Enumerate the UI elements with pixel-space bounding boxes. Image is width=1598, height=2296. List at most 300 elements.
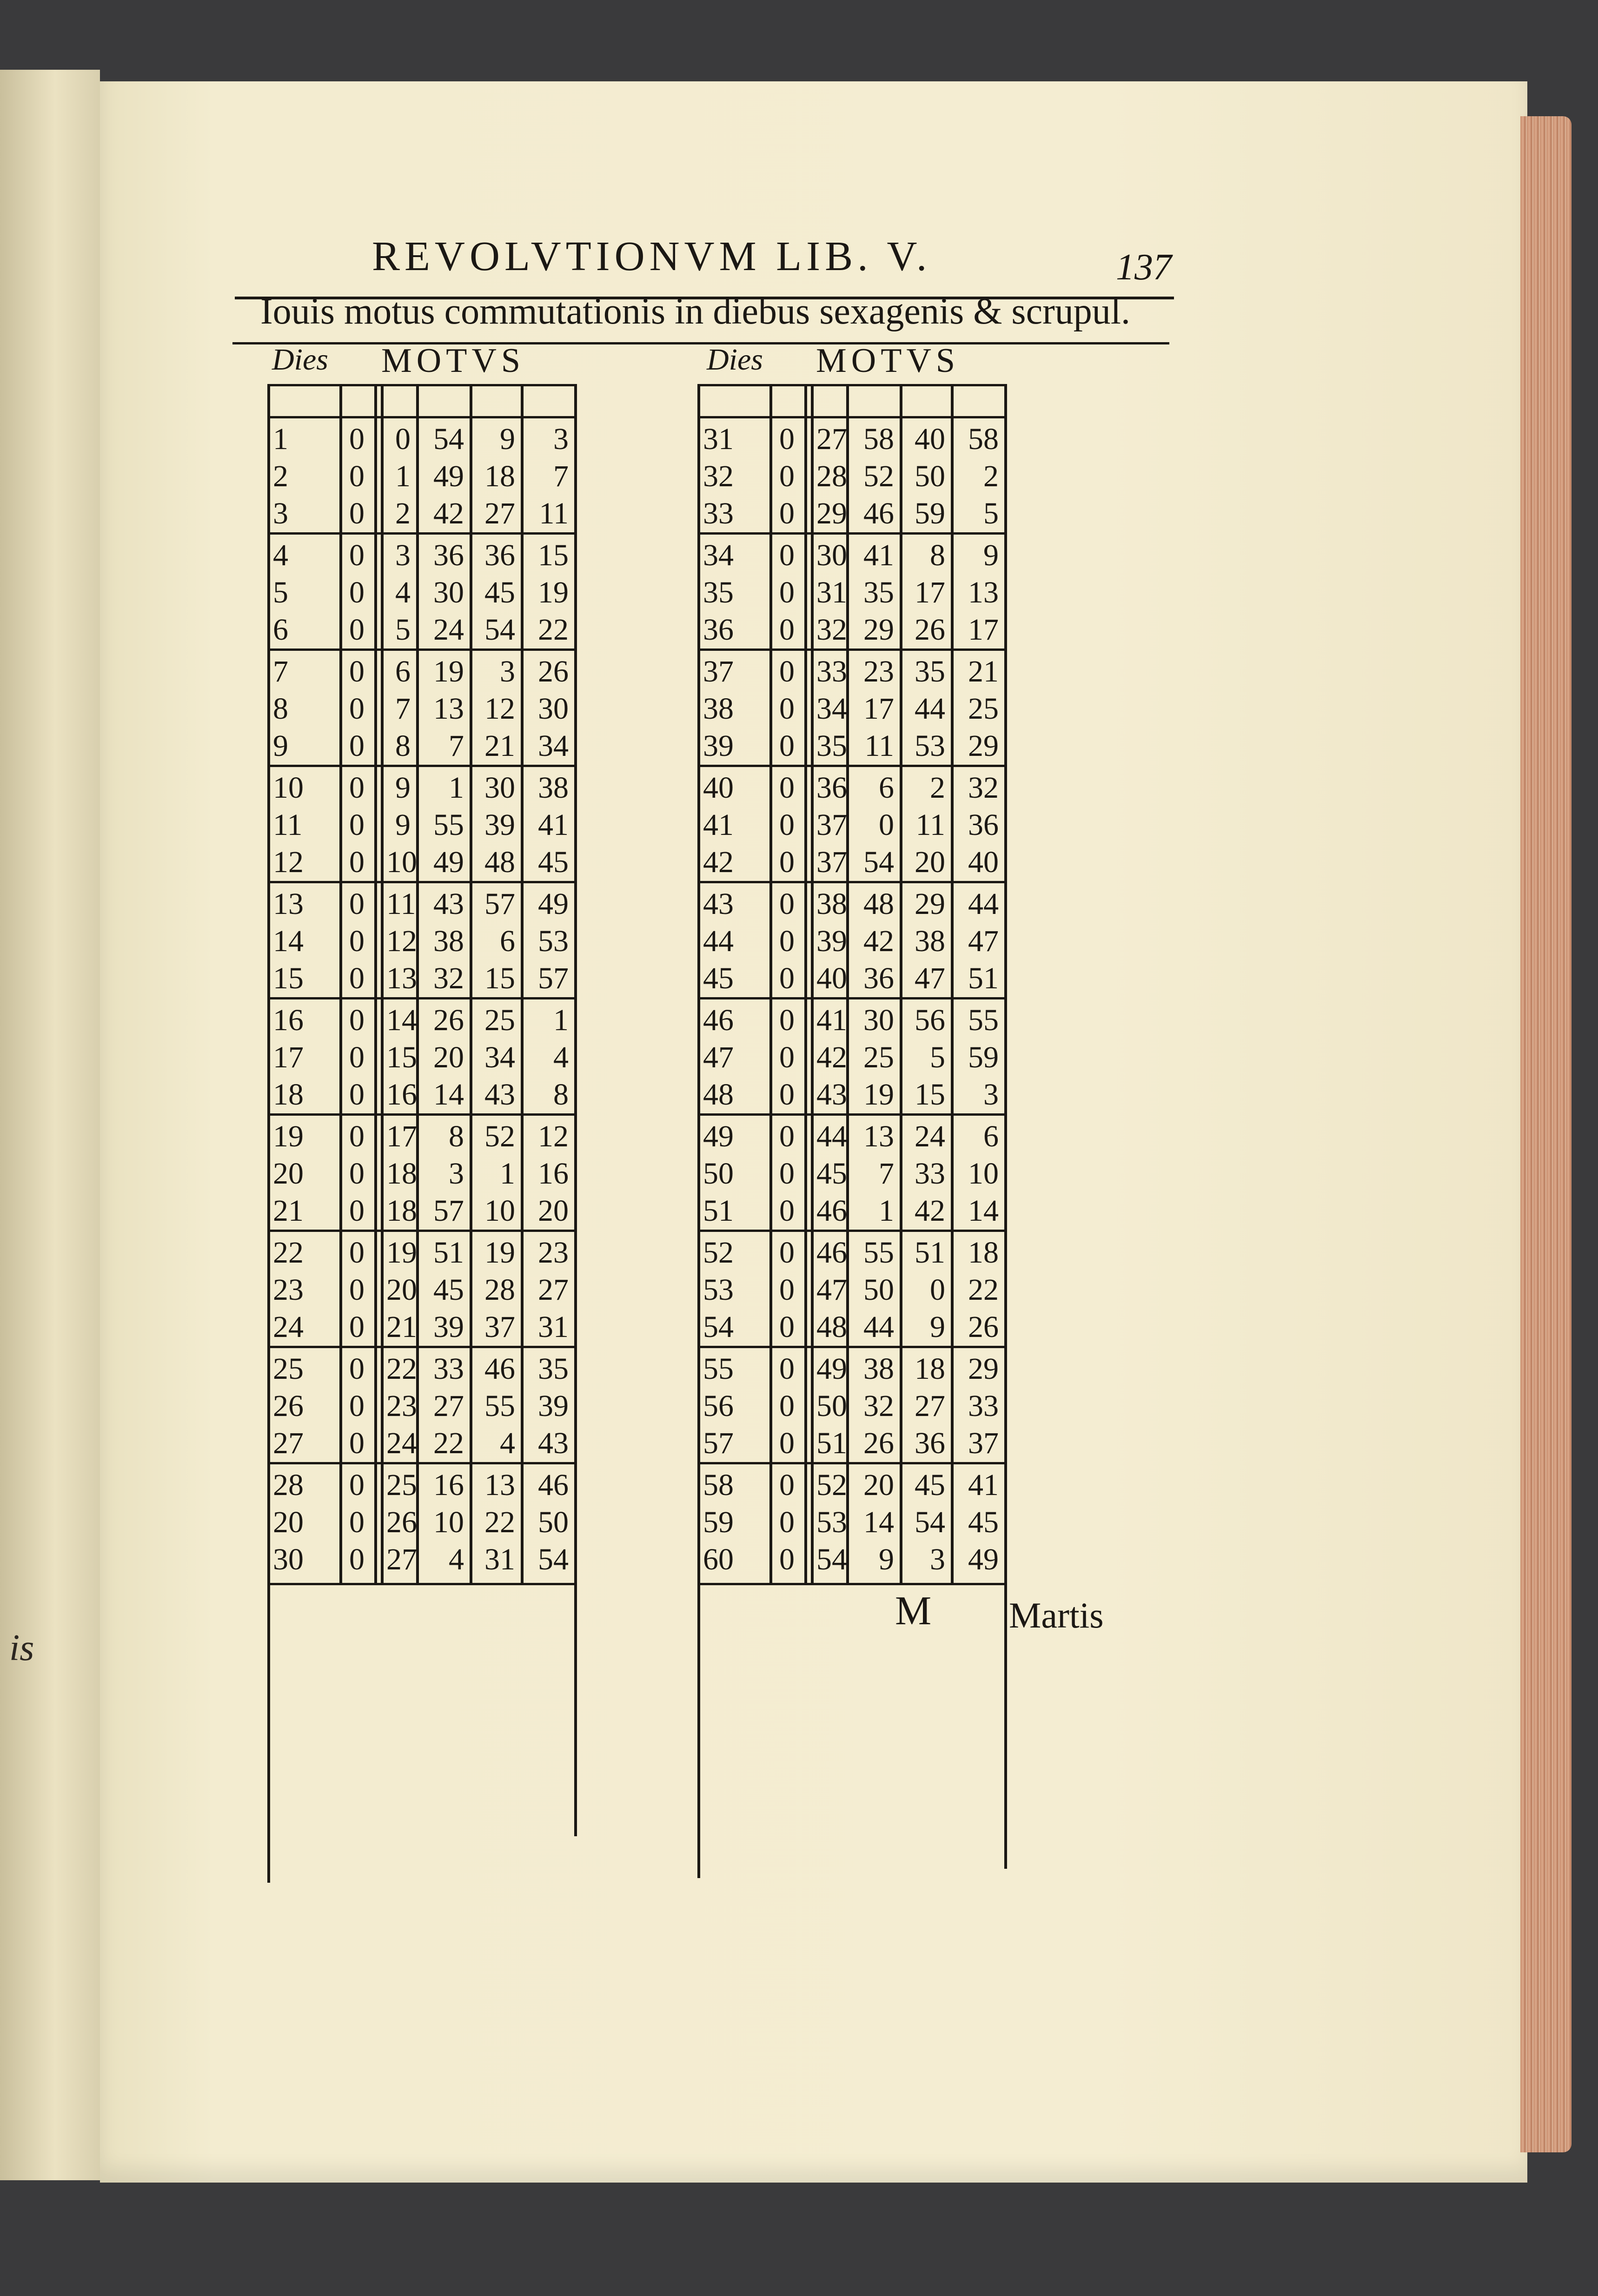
value-cell: 9 (879, 1542, 894, 1576)
value-cell: 30 (433, 576, 464, 609)
day-cell: 23 (273, 1273, 304, 1307)
motus-header: MOTVS (816, 342, 960, 380)
day-cell: 58 (703, 1468, 734, 1502)
value-cell: 38 (538, 771, 569, 805)
day-cell: 57 (703, 1426, 734, 1460)
value-cell: 27 (538, 1273, 569, 1307)
day-cell: 51 (703, 1194, 734, 1228)
value-cell: 51 (915, 1236, 945, 1270)
day-cell: 8 (273, 692, 288, 726)
value-cell: 13 (968, 576, 999, 609)
value-cell: 37 (816, 845, 847, 879)
value-cell: 54 (863, 845, 894, 879)
value-cell: 36 (863, 961, 894, 995)
value-cell: 0 (349, 1078, 365, 1112)
value-cell: 12 (538, 1119, 569, 1153)
value-cell: 54 (816, 1542, 847, 1576)
table-row (0, 495, 1598, 532)
group-rule (697, 416, 1004, 418)
value-cell: 30 (538, 692, 569, 726)
table-row (0, 886, 1598, 923)
value-cell: 15 (538, 538, 569, 572)
table-bottom-rule (267, 1583, 574, 1585)
value-cell: 18 (386, 1194, 417, 1228)
value-cell: 39 (816, 924, 847, 958)
value-cell: 37 (816, 808, 847, 842)
value-cell: 0 (349, 1505, 365, 1539)
value-cell: 6 (395, 655, 411, 688)
value-cell: 0 (779, 1468, 795, 1502)
group-rule (697, 1113, 1004, 1116)
value-cell: 0 (779, 1078, 795, 1112)
value-cell: 11 (915, 808, 945, 842)
value-cell: 45 (968, 1505, 999, 1539)
value-cell: 53 (915, 729, 945, 763)
value-cell: 0 (779, 1352, 795, 1386)
value-cell: 27 (816, 422, 847, 456)
value-cell: 43 (538, 1426, 569, 1460)
value-cell: 0 (779, 613, 795, 647)
value-cell: 43 (816, 1078, 847, 1112)
value-cell: 55 (863, 1236, 894, 1270)
day-cell: 10 (273, 771, 304, 805)
value-cell: 0 (779, 729, 795, 763)
value-cell: 0 (779, 845, 795, 879)
value-cell: 0 (779, 576, 795, 609)
value-cell: 54 (484, 613, 515, 647)
group-rule (267, 1230, 574, 1232)
value-cell: 14 (386, 1003, 417, 1037)
value-cell: 41 (863, 538, 894, 572)
value-cell: 21 (968, 655, 999, 688)
value-cell: 20 (863, 1468, 894, 1502)
day-cell: 26 (273, 1389, 304, 1423)
value-cell: 0 (779, 961, 795, 995)
value-cell: 8 (553, 1078, 569, 1112)
value-cell: 54 (433, 422, 464, 456)
value-cell: 9 (983, 538, 999, 572)
table-row (0, 769, 1598, 807)
value-cell: 53 (816, 1505, 847, 1539)
value-cell: 42 (915, 1194, 945, 1228)
day-cell: 32 (703, 459, 734, 493)
value-cell: 0 (349, 1003, 365, 1037)
signature-mark: M (895, 1588, 932, 1634)
table-row (0, 728, 1598, 765)
group-rule (267, 1113, 574, 1116)
value-cell: 23 (863, 655, 894, 688)
value-cell: 12 (484, 692, 515, 726)
value-cell: 26 (538, 655, 569, 688)
value-cell: 38 (915, 924, 945, 958)
value-cell: 51 (433, 1236, 464, 1270)
value-cell: 58 (863, 422, 894, 456)
value-cell: 0 (779, 808, 795, 842)
value-cell: 47 (915, 961, 945, 995)
day-cell: 30 (273, 1542, 304, 1576)
value-cell: 48 (484, 845, 515, 879)
value-cell: 50 (863, 1273, 894, 1307)
table-row (0, 690, 1598, 728)
day-cell: 11 (273, 808, 303, 842)
value-cell: 0 (349, 1273, 365, 1307)
value-cell: 2 (395, 496, 411, 530)
table-row (0, 844, 1598, 881)
value-cell: 0 (349, 845, 365, 879)
value-cell: 5 (395, 613, 411, 647)
value-cell: 46 (538, 1468, 569, 1502)
value-cell: 39 (433, 1310, 464, 1344)
value-cell: 7 (395, 692, 411, 726)
value-cell: 7 (879, 1157, 894, 1191)
value-cell: 41 (968, 1468, 999, 1502)
value-cell: 35 (915, 655, 945, 688)
value-cell: 50 (538, 1505, 569, 1539)
value-cell: 25 (968, 692, 999, 726)
value-cell: 0 (779, 1236, 795, 1270)
value-cell: 35 (863, 576, 894, 609)
value-cell: 50 (816, 1389, 847, 1423)
value-cell: 1 (500, 1157, 515, 1191)
value-cell: 57 (433, 1194, 464, 1228)
value-cell: 49 (816, 1352, 847, 1386)
value-cell: 31 (816, 576, 847, 609)
value-cell: 1 (553, 1003, 569, 1037)
value-cell: 0 (779, 1505, 795, 1539)
value-cell: 26 (386, 1505, 417, 1539)
day-cell: 14 (273, 924, 304, 958)
group-rule (267, 997, 574, 999)
day-cell: 13 (273, 887, 304, 921)
value-cell: 34 (484, 1040, 515, 1074)
value-cell: 20 (915, 845, 945, 879)
value-cell: 28 (816, 459, 847, 493)
value-cell: 45 (484, 576, 515, 609)
value-cell: 13 (386, 961, 417, 995)
value-cell: 27 (433, 1389, 464, 1423)
value-cell: 2 (983, 459, 999, 493)
day-cell: 18 (273, 1078, 304, 1112)
value-cell: 13 (484, 1468, 515, 1502)
group-rule (267, 648, 574, 651)
value-cell: 33 (915, 1157, 945, 1191)
value-cell: 11 (386, 887, 416, 921)
value-cell: 41 (538, 808, 569, 842)
table-row (0, 574, 1598, 611)
value-cell: 0 (349, 729, 365, 763)
value-cell: 52 (816, 1468, 847, 1502)
value-cell: 55 (484, 1389, 515, 1423)
value-cell: 45 (816, 1157, 847, 1191)
value-cell: 19 (386, 1236, 417, 1270)
value-cell: 55 (968, 1003, 999, 1037)
table-row (0, 1388, 1598, 1425)
table-row (0, 611, 1598, 648)
day-cell: 34 (703, 538, 734, 572)
day-cell: 33 (703, 496, 734, 530)
value-cell: 52 (863, 459, 894, 493)
value-cell: 52 (484, 1119, 515, 1153)
day-cell: 27 (273, 1426, 304, 1460)
value-cell: 27 (386, 1542, 417, 1576)
table-row (0, 1002, 1598, 1039)
value-cell: 31 (538, 1310, 569, 1344)
table-row (0, 1271, 1598, 1309)
value-cell: 15 (484, 961, 515, 995)
value-cell: 17 (386, 1119, 417, 1153)
value-cell: 0 (349, 1389, 365, 1423)
value-cell: 48 (816, 1310, 847, 1344)
value-cell: 0 (349, 1194, 365, 1228)
value-cell: 0 (779, 459, 795, 493)
motus-header: MOTVS (381, 342, 525, 380)
table-row (0, 1309, 1598, 1346)
day-cell: 15 (273, 961, 304, 995)
table-row (0, 1467, 1598, 1504)
value-cell: 4 (395, 576, 411, 609)
value-cell: 10 (968, 1157, 999, 1191)
value-cell: 0 (779, 1426, 795, 1460)
value-cell: 0 (779, 538, 795, 572)
day-cell: 12 (273, 845, 304, 879)
table-bottom-rule (697, 1583, 1004, 1585)
value-cell: 17 (863, 692, 894, 726)
day-cell: 39 (703, 729, 734, 763)
value-cell: 0 (349, 887, 365, 921)
value-cell: 0 (779, 1389, 795, 1423)
value-cell: 46 (863, 496, 894, 530)
value-cell: 36 (816, 771, 847, 805)
group-rule (267, 532, 574, 535)
day-cell: 49 (703, 1119, 734, 1153)
table-row (0, 923, 1598, 960)
value-cell: 45 (538, 845, 569, 879)
value-cell: 58 (968, 422, 999, 456)
table-rule (267, 384, 574, 386)
value-cell: 59 (915, 496, 945, 530)
value-cell: 29 (968, 729, 999, 763)
value-cell: 20 (386, 1273, 417, 1307)
table-row (0, 1425, 1598, 1462)
value-cell: 26 (915, 613, 945, 647)
value-cell: 36 (433, 538, 464, 572)
value-cell: 49 (433, 845, 464, 879)
value-cell: 13 (863, 1119, 894, 1153)
value-cell: 30 (816, 538, 847, 572)
value-cell: 44 (816, 1119, 847, 1153)
group-rule (697, 1230, 1004, 1232)
value-cell: 49 (968, 1542, 999, 1576)
running-title: REVOLVTIONVM LIB. V. (372, 233, 932, 279)
day-cell: 59 (703, 1505, 734, 1539)
value-cell: 3 (553, 422, 569, 456)
value-cell: 19 (433, 655, 464, 688)
table-row (0, 1039, 1598, 1076)
value-cell: 23 (386, 1389, 417, 1423)
table-row (0, 537, 1598, 574)
value-cell: 19 (863, 1078, 894, 1112)
value-cell: 3 (930, 1542, 945, 1576)
value-cell: 0 (349, 692, 365, 726)
value-cell: 56 (915, 1003, 945, 1037)
value-cell: 30 (484, 771, 515, 805)
page-number: 137 (1116, 247, 1172, 288)
day-cell: 16 (273, 1003, 304, 1037)
day-cell: 24 (273, 1310, 304, 1344)
value-cell: 0 (349, 1236, 365, 1270)
group-rule (267, 1462, 574, 1464)
day-cell: 9 (273, 729, 288, 763)
value-cell: 44 (863, 1310, 894, 1344)
value-cell: 0 (779, 1003, 795, 1037)
day-cell: 35 (703, 576, 734, 609)
value-cell: 23 (538, 1236, 569, 1270)
value-cell: 3 (395, 538, 411, 572)
day-cell: 25 (273, 1352, 304, 1386)
value-cell: 18 (484, 459, 515, 493)
value-cell: 20 (433, 1040, 464, 1074)
table-row (0, 1118, 1598, 1155)
table-row (0, 1350, 1598, 1388)
dies-header: Dies (272, 343, 328, 377)
value-cell: 0 (349, 538, 365, 572)
value-cell: 45 (915, 1468, 945, 1502)
value-cell: 4 (449, 1542, 464, 1576)
value-cell: 18 (915, 1352, 945, 1386)
value-cell: 0 (349, 422, 365, 456)
value-cell: 31 (484, 1542, 515, 1576)
value-cell: 59 (968, 1040, 999, 1074)
value-cell: 40 (968, 845, 999, 879)
table-title: Iouis motus commutationis in diebus sexagenis & scrupul. (260, 291, 1130, 332)
value-cell: 35 (816, 729, 847, 763)
value-cell: 1 (449, 771, 464, 805)
table-rule (697, 384, 1004, 386)
value-cell: 10 (386, 845, 417, 879)
value-cell: 3 (449, 1157, 464, 1191)
day-cell: 45 (703, 961, 734, 995)
value-cell: 35 (538, 1352, 569, 1386)
value-cell: 41 (816, 1003, 847, 1037)
value-cell: 49 (538, 887, 569, 921)
value-cell: 0 (349, 1157, 365, 1191)
dies-header: Dies (707, 343, 763, 377)
value-cell: 20 (538, 1194, 569, 1228)
value-cell: 29 (816, 496, 847, 530)
value-cell: 39 (484, 808, 515, 842)
value-cell: 0 (349, 655, 365, 688)
day-cell: 38 (703, 692, 734, 726)
value-cell: 0 (349, 924, 365, 958)
title-rule (232, 342, 1169, 344)
value-cell: 17 (968, 613, 999, 647)
value-cell: 16 (433, 1468, 464, 1502)
table-row (0, 421, 1598, 458)
value-cell: 37 (968, 1426, 999, 1460)
value-cell: 0 (930, 1273, 945, 1307)
value-cell: 21 (484, 729, 515, 763)
group-rule (267, 881, 574, 883)
facing-page-text: is (9, 1628, 34, 1668)
value-cell: 6 (879, 771, 894, 805)
value-cell: 21 (386, 1310, 417, 1344)
value-cell: 0 (349, 613, 365, 647)
value-cell: 24 (915, 1119, 945, 1153)
value-cell: 0 (349, 1468, 365, 1502)
group-rule (697, 1462, 1004, 1464)
day-cell: 55 (703, 1352, 734, 1386)
value-cell: 14 (968, 1194, 999, 1228)
value-cell: 0 (779, 1194, 795, 1228)
value-cell: 5 (930, 1040, 945, 1074)
group-rule (697, 648, 1004, 651)
value-cell: 51 (968, 961, 999, 995)
value-cell: 55 (433, 808, 464, 842)
value-cell: 16 (386, 1078, 417, 1112)
value-cell: 25 (484, 1003, 515, 1037)
value-cell: 48 (863, 887, 894, 921)
value-cell: 12 (386, 924, 417, 958)
value-cell: 0 (779, 1119, 795, 1153)
value-cell: 49 (433, 459, 464, 493)
value-cell: 3 (500, 655, 515, 688)
value-cell: 28 (484, 1273, 515, 1307)
day-cell: 46 (703, 1003, 734, 1037)
day-cell: 60 (703, 1542, 734, 1576)
value-cell: 0 (349, 1542, 365, 1576)
value-cell: 43 (433, 887, 464, 921)
value-cell: 6 (983, 1119, 999, 1153)
table-row (0, 1541, 1598, 1578)
day-cell: 7 (273, 655, 288, 688)
value-cell: 46 (484, 1352, 515, 1386)
value-cell: 17 (915, 576, 945, 609)
value-cell: 32 (433, 961, 464, 995)
value-cell: 14 (433, 1078, 464, 1112)
value-cell: 22 (433, 1426, 464, 1460)
value-cell: 0 (349, 576, 365, 609)
table-row (0, 1155, 1598, 1192)
group-rule (697, 881, 1004, 883)
value-cell: 7 (553, 459, 569, 493)
value-cell: 22 (968, 1273, 999, 1307)
value-cell: 54 (538, 1542, 569, 1576)
value-cell: 40 (915, 422, 945, 456)
value-cell: 0 (349, 1119, 365, 1153)
value-cell: 26 (863, 1426, 894, 1460)
group-rule (267, 416, 574, 418)
value-cell: 54 (915, 1505, 945, 1539)
value-cell: 33 (968, 1389, 999, 1423)
value-cell: 57 (538, 961, 569, 995)
value-cell: 29 (968, 1352, 999, 1386)
value-cell: 9 (930, 1310, 945, 1344)
value-cell: 0 (779, 692, 795, 726)
value-cell: 36 (484, 538, 515, 572)
value-cell: 7 (449, 729, 464, 763)
value-cell: 0 (779, 655, 795, 688)
value-cell: 15 (386, 1040, 417, 1074)
value-cell: 8 (930, 538, 945, 572)
day-cell: 47 (703, 1040, 734, 1074)
value-cell: 42 (863, 924, 894, 958)
value-cell: 51 (816, 1426, 847, 1460)
value-cell: 47 (968, 924, 999, 958)
day-cell: 3 (273, 496, 288, 530)
value-cell: 19 (484, 1236, 515, 1270)
value-cell: 34 (816, 692, 847, 726)
catchword: Martis (1009, 1595, 1104, 1635)
